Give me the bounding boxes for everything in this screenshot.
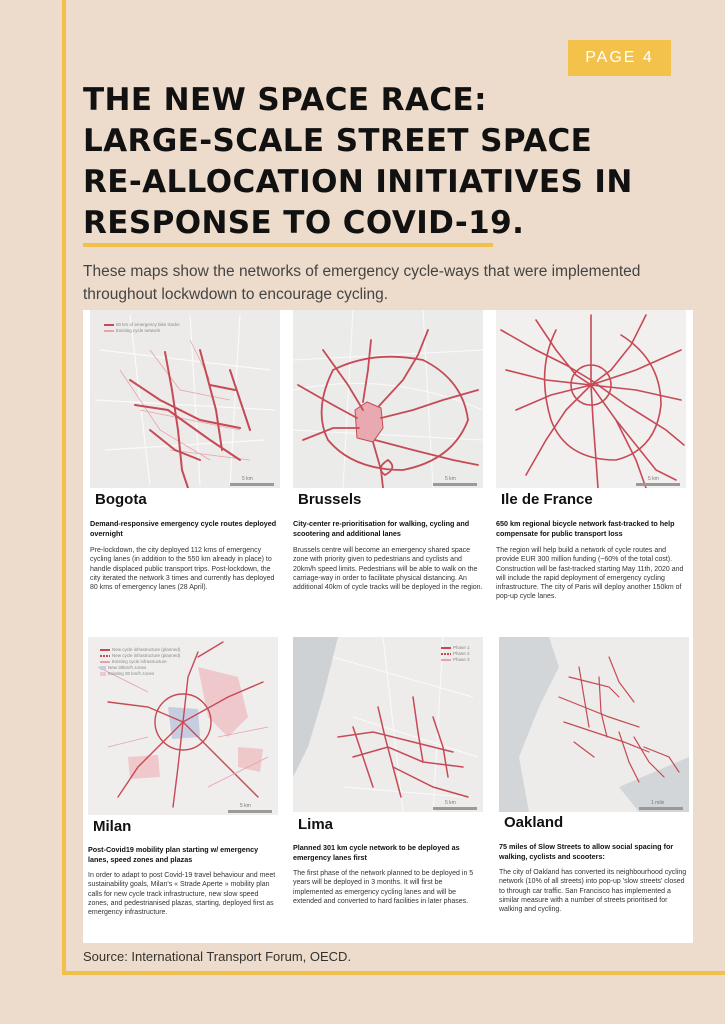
maps-panel	[83, 310, 693, 943]
city-name-milan: Milan	[90, 817, 137, 837]
lima-route-map	[293, 637, 483, 812]
card-heading: City-center re-prioritisation for walking, cycling and scootering and additional lanes	[293, 519, 470, 538]
scale-label: 1 mile	[651, 800, 665, 806]
milan-map	[88, 637, 278, 815]
city-name-brussels: Brussels	[295, 490, 367, 510]
legend-label: Existing cycle network	[116, 328, 161, 333]
scale-label: 5 km	[648, 476, 659, 482]
card-body: The region will help build a network of cycle routes and provide EUR 300 million funding (~60% of the total cost). Construction will be fast-tracked starting May 11th, 2020 and will include the rapid deployment of emergency cycling infrastructure. The city of Paris will deploy another 150km of pop-up cycle lanes.	[496, 547, 684, 601]
ile-de-france-route-map	[496, 310, 686, 488]
legend-label: Phase 3	[453, 657, 470, 662]
scale-label: 5 km	[445, 800, 456, 806]
bogota-legend	[104, 322, 180, 334]
brussels-route-map	[293, 310, 483, 488]
scale-bar	[230, 483, 274, 486]
card-heading: 650 km regional bicycle network fast-tracked to help compensate for public transport loss	[496, 519, 675, 538]
ile-de-france-map	[496, 310, 686, 488]
left-accent-rule	[62, 0, 66, 975]
legend-label: Phase 1	[453, 645, 470, 650]
city-name-bogota: Bogota	[92, 490, 153, 510]
scale-label: 5 km	[242, 476, 253, 482]
city-name-lima: Lima	[295, 815, 339, 835]
legend-label: Phase 2	[453, 651, 470, 656]
city-name-ile-de-france: Ile de France	[498, 490, 599, 510]
scale-bar	[433, 483, 477, 486]
legend-label: Existing 30 km/h zones	[108, 671, 155, 676]
title-line: RE-ALLOCATION INITIATIVES IN	[83, 164, 633, 200]
card-heading: Post-Covid19 mobility plan starting w/ emergency lanes, speed zones and plazas	[88, 845, 259, 864]
oakland-route-map	[499, 637, 689, 812]
card-body: In order to adapt to post Covid-19 travel behaviour and meet sustainability goals, Milan's « Strade Aperte » mobility plan calls for new cycle track infrastructure, new slow speed zones, and pedestrianised plazas, starting, deployed first as emergency infrastructure.	[88, 872, 276, 917]
legend-label: Existing cycle infrastructure	[112, 659, 167, 664]
title-underline	[83, 243, 493, 247]
scale-bar	[228, 810, 272, 813]
title-line: THE NEW SPACE RACE:	[83, 82, 487, 118]
oakland-map	[499, 637, 689, 812]
lima-map	[293, 637, 483, 812]
legend-label: New cycle infrastructure (planned)	[112, 653, 181, 658]
bottom-accent-rule	[62, 971, 725, 975]
legend-label: New 30km/h zones	[108, 665, 147, 670]
card-body: Brussels centre will become an emergency shared space zone with priority given to pedestrians and cyclists and 20km/h speed limits. Pedestrians will be able to walk on the carriage-way in order to facilitate physical distancing. An additional 40km of cycle tracks will be deployed in the region.	[293, 547, 483, 592]
card-heading: 75 miles of Slow Streets to allow social spacing for walking, cyclists and scooters:	[499, 842, 674, 861]
legend-label: 80 km of emergency bike tracks	[116, 322, 180, 327]
title-line: RESPONSE TO COVID-19.	[83, 205, 525, 241]
scale-bar	[639, 807, 683, 810]
brussels-map	[293, 310, 483, 488]
city-name-oakland: Oakland	[501, 813, 569, 833]
legend-label: New cycle infrastructure (planned)	[112, 647, 181, 652]
page-badge: PAGE 4	[568, 40, 671, 76]
card-body: The city of Oakland has converted its neighbourhood cycling network (10% of all streets) into pop-up 'slow streets' closed to through car traffic. San Francisco has implemented a similar measure with a number of streets prioritised for walking and cycling.	[499, 869, 687, 914]
title-line: LARGE-SCALE STREET SPACE	[83, 123, 593, 159]
scale-bar	[433, 807, 477, 810]
scale-bar	[636, 483, 680, 486]
subtitle: These maps show the networks of emergency cycle-ways that were implemented throughout lockwdown to encourage cycling.	[83, 263, 641, 303]
milan-legend	[100, 647, 180, 677]
bogota-route-map	[90, 310, 280, 488]
source-note: Source: International Transport Forum, OECD.	[83, 949, 352, 964]
card-heading: Demand-responsive emergency cycle routes deployed overnight	[90, 519, 277, 538]
scale-label: 5 km	[240, 803, 251, 809]
lima-legend	[441, 645, 470, 663]
card-heading: Planned 301 km cycle network to be deployed as emergency lanes first	[293, 843, 460, 862]
card-body: Pre-lockdown, the city deployed 112 kms of emergency cycling lanes (in addition to the 550 km already in place) to handle displaced public transport trips. Post-lockdown, the city iterated the network 3 times and currently has deployed 80 kms of emergency lanes (28 April).	[90, 547, 275, 592]
bogota-map	[90, 310, 280, 488]
card-body: The first phase of the network planned to be deployed in 5 years will be deployed in 3 months. It will first be implemented as emergency cycling lanes and will be extended and converted to hard facilities in later phases.	[293, 870, 474, 905]
page-title	[83, 80, 683, 244]
scale-label: 5 km	[445, 476, 456, 482]
